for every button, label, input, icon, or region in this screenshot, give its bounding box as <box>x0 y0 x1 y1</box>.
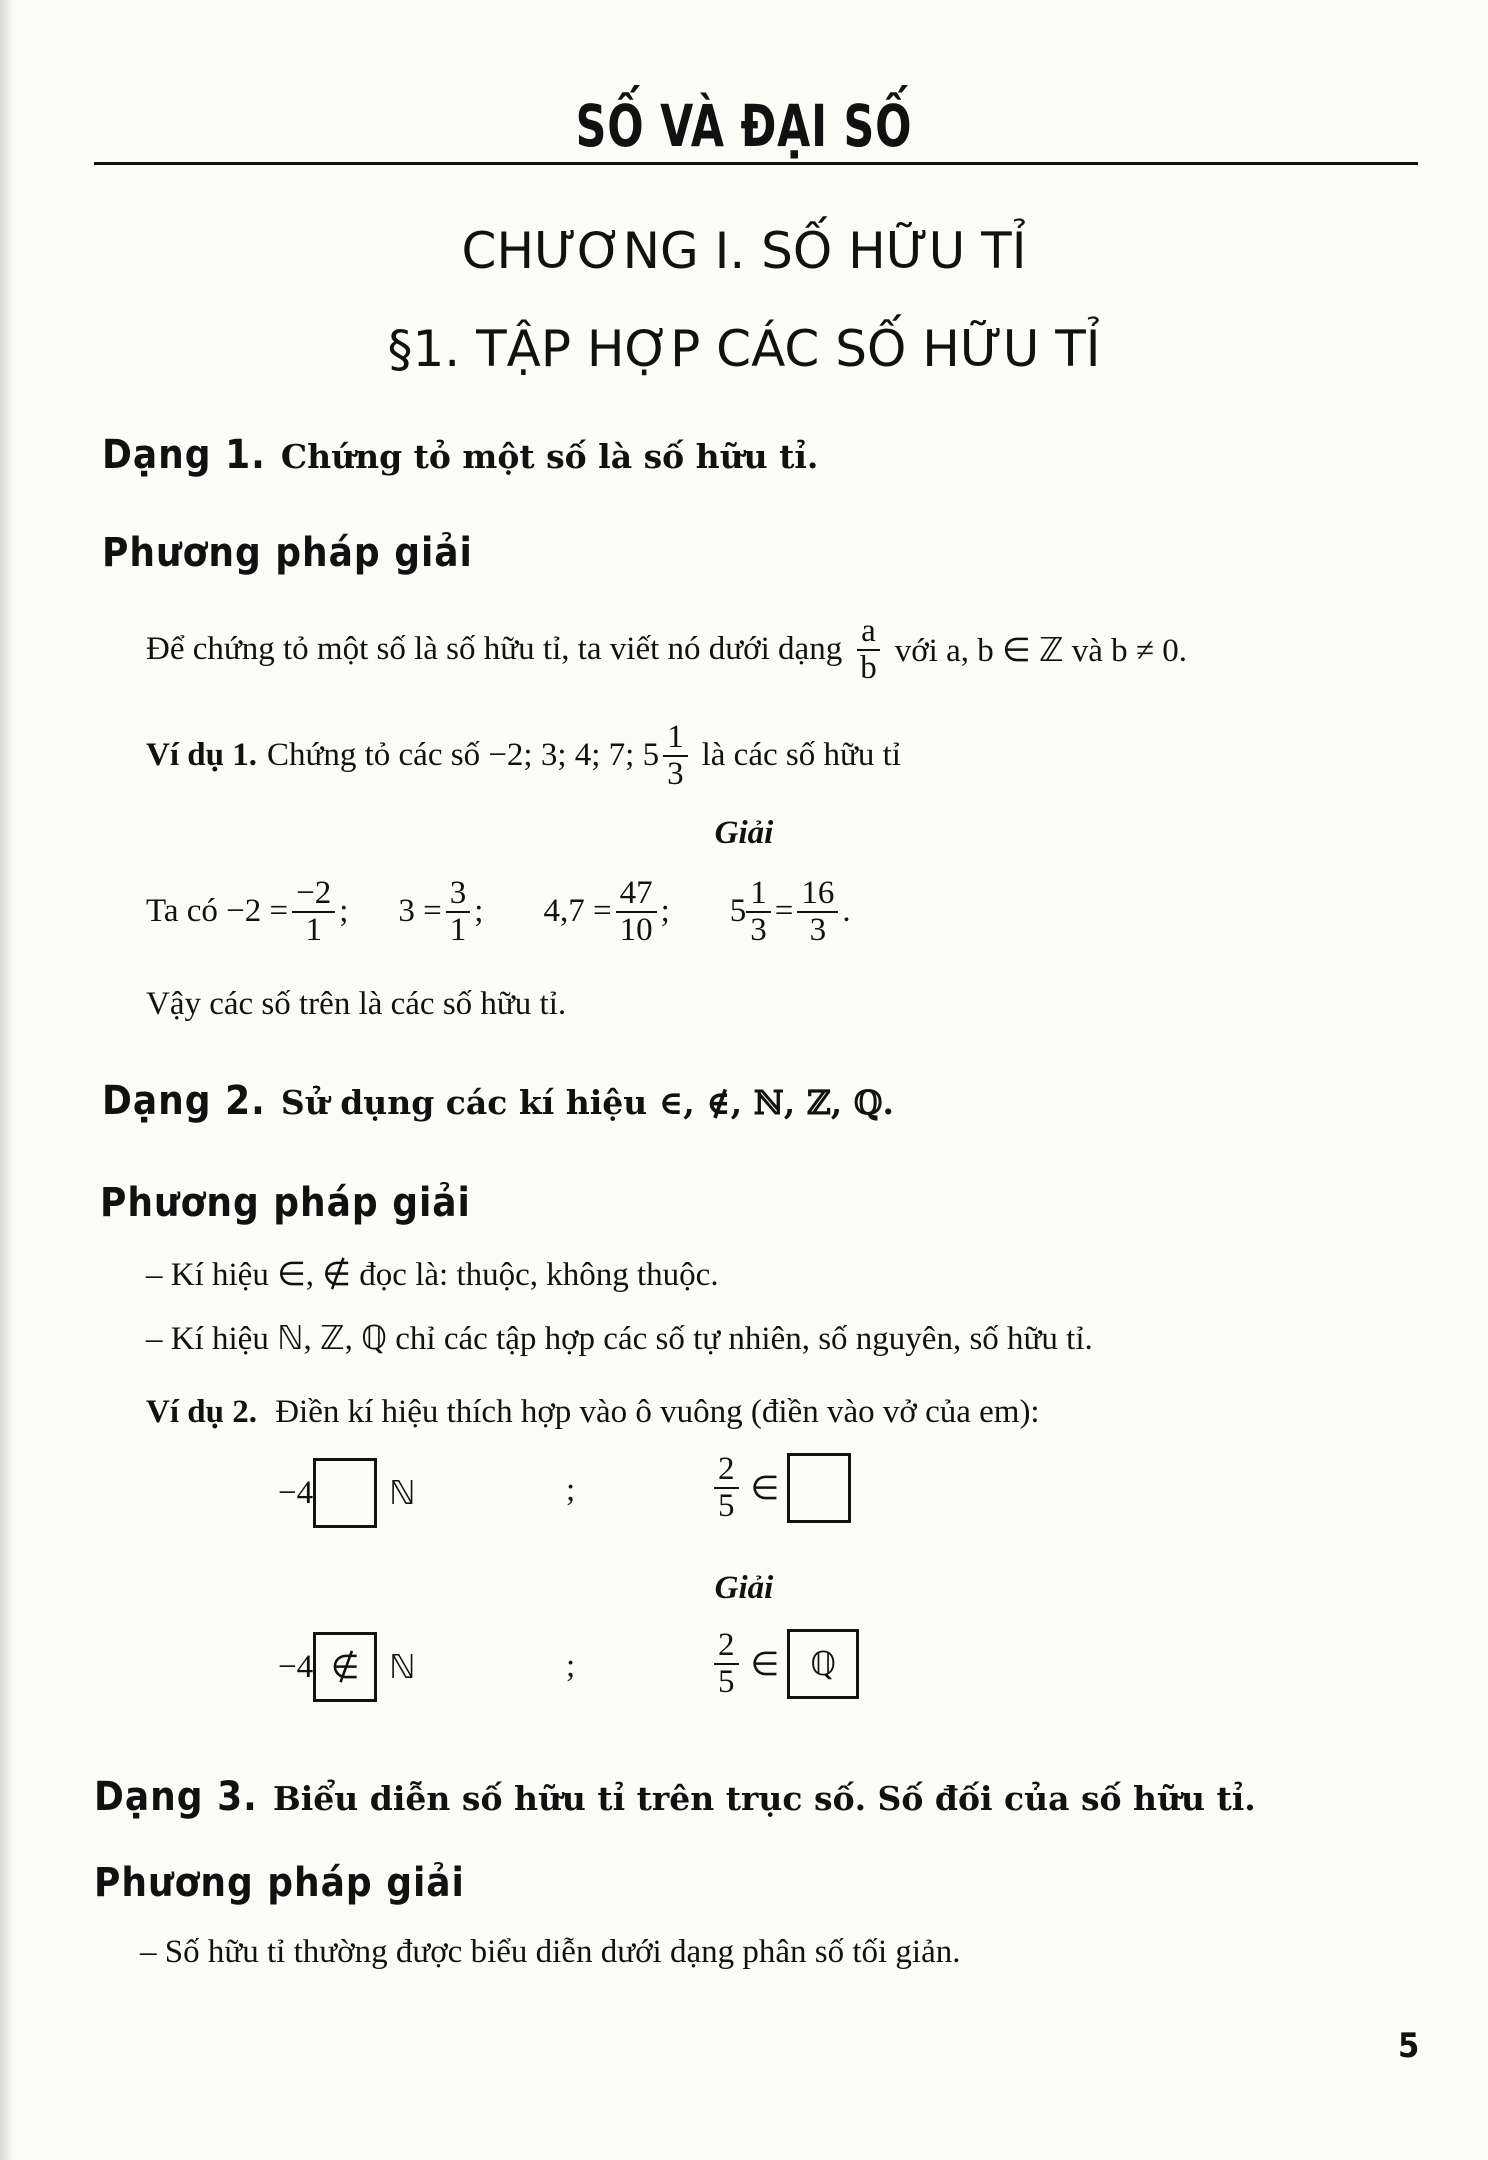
fraction-den: 10 <box>619 911 653 948</box>
sol-t4-whole: 5 <box>729 893 747 930</box>
fraction-num: 2 <box>714 1452 739 1489</box>
dang1-title: Chứng tỏ một số là số hữu tỉ. <box>280 437 819 476</box>
dang1-label: Dạng 1. <box>102 432 266 478</box>
set-q-symbol: ℚ <box>810 1646 837 1683</box>
example2-text: Điền kí hiệu thích hợp vào ô vuông (điền vào vở của em): <box>275 1394 1040 1430</box>
fraction-num: 1 <box>663 720 688 757</box>
fraction-den: 5 <box>718 1487 735 1524</box>
filled-answer-box <box>313 1632 377 1702</box>
sol-fraction-3 <box>616 876 657 947</box>
section-header: SỐ VÀ ĐẠI SỐ <box>575 92 913 160</box>
separator: ; <box>474 893 484 930</box>
fraction-num: 2 <box>714 1628 739 1665</box>
fraction-num: 1 <box>746 876 771 913</box>
header-rule <box>94 162 1418 165</box>
separator: ; <box>339 893 349 930</box>
fraction-den: 5 <box>718 1663 735 1700</box>
minus-four: −4 <box>278 1648 314 1685</box>
dang1-method-text <box>146 614 1187 685</box>
example2 <box>146 1394 1040 1431</box>
question-semicolon: ; <box>566 1472 576 1508</box>
sol-fraction-2 <box>446 876 471 947</box>
separator: ; <box>660 893 670 930</box>
dang3-method-heading: Phương pháp giải <box>94 1860 465 1906</box>
dang1-method-heading: Phương pháp giải <box>102 530 473 576</box>
sol-t3: 4,7 = <box>543 893 612 930</box>
fraction-a-over-b <box>856 614 881 685</box>
fraction-den: 1 <box>449 911 467 948</box>
fraction-num: 47 <box>616 876 657 913</box>
example2-question-left <box>278 1458 416 1528</box>
sol-mixed-fraction <box>746 876 771 947</box>
dang2-bullet-2: – Kí hiệu ℕ, ℤ, ℚ chỉ các tập hợp các số tự nhiên, số nguyên, số hữu tỉ. <box>146 1321 1093 1357</box>
sol-lead: Ta có −2 = <box>146 893 289 930</box>
dang2-heading <box>102 1078 894 1124</box>
dang2-title: Sử dụng các kí hiệu ∈, ∉, ℕ, ℤ, ℚ. <box>280 1083 895 1122</box>
page-number: 5 <box>1398 2026 1421 2066</box>
set-n: ℕ <box>389 1476 416 1512</box>
empty-answer-box[interactable] <box>313 1458 377 1528</box>
example1-label: Ví dụ 1. <box>146 737 257 774</box>
dang2-bullet-1: – Kí hiệu ∈, ∉ đọc là: thuộc, không thuộc. <box>146 1257 719 1293</box>
fraction-den: 3 <box>809 911 827 948</box>
method-text-b: với a, b ∈ ℤ và b ≠ 0. <box>894 632 1188 669</box>
dang1-heading <box>102 432 818 478</box>
fraction-den: 3 <box>667 755 684 792</box>
dang3-heading <box>94 1774 1256 1820</box>
example2-answer-right <box>710 1628 859 1699</box>
fraction-two-fifths <box>714 1628 739 1699</box>
example1-mixed-fraction <box>663 720 688 791</box>
example2-label: Ví dụ 2. <box>146 1394 257 1430</box>
lesson-title: §1. TẬP HỢP CÁC SỐ HỮU TỈ <box>387 320 1101 378</box>
dang1-conclusion: Vậy các số trên là các số hữu tỉ. <box>146 986 567 1022</box>
method-text-a: Để chứng tỏ một số là số hữu tỉ, ta viết nó dưới dạng <box>146 631 843 668</box>
sol-fraction-4 <box>797 876 838 947</box>
fraction-num: a <box>857 614 880 651</box>
period: . <box>842 893 851 930</box>
dang3-label: Dạng 3. <box>94 1774 258 1820</box>
element-of-symbol: ∈ <box>750 1470 780 1507</box>
fraction-num: −2 <box>292 876 335 913</box>
fraction-den: 3 <box>750 911 767 948</box>
example1 <box>146 720 901 791</box>
example1-text-end: là các số hữu tỉ <box>701 737 901 774</box>
minus-four: −4 <box>278 1474 314 1511</box>
sol-fraction-1 <box>292 876 335 947</box>
solution2-label: Giải <box>714 1570 774 1606</box>
example2-answer-left <box>278 1632 416 1702</box>
fraction-den: 1 <box>305 911 322 948</box>
sol-t2: 3 = <box>398 893 442 930</box>
answer-semicolon: ; <box>566 1648 576 1684</box>
example1-text: Chứng tỏ các số −2; 3; 4; 7; 5 <box>266 737 660 774</box>
solution1-label: Giải <box>714 815 774 851</box>
fraction-num: 16 <box>797 876 838 913</box>
fraction-den: b <box>860 649 877 686</box>
chapter-title: CHƯƠNG I. SỐ HỮU TỈ <box>461 222 1027 280</box>
fraction-two-fifths <box>714 1452 739 1523</box>
solution1-line <box>146 876 851 947</box>
element-of-symbol: ∈ <box>750 1646 780 1683</box>
dang2-method-heading: Phương pháp giải <box>100 1180 471 1226</box>
fraction-num: 3 <box>446 876 471 913</box>
example2-question-right <box>710 1452 851 1523</box>
not-element-of-symbol: ∉ <box>330 1650 360 1686</box>
equals: = <box>774 893 794 930</box>
dang3-bullet-1: – Số hữu tỉ thường được biểu diễn dưới dạng phân số tối giản. <box>140 1934 961 1970</box>
empty-answer-box[interactable] <box>787 1453 851 1523</box>
dang2-label: Dạng 2. <box>102 1078 266 1124</box>
filled-answer-box <box>787 1629 859 1699</box>
set-n: ℕ <box>389 1650 416 1686</box>
dang3-title: Biểu diễn số hữu tỉ trên trục số. Số đối của số hữu tỉ. <box>272 1779 1256 1818</box>
